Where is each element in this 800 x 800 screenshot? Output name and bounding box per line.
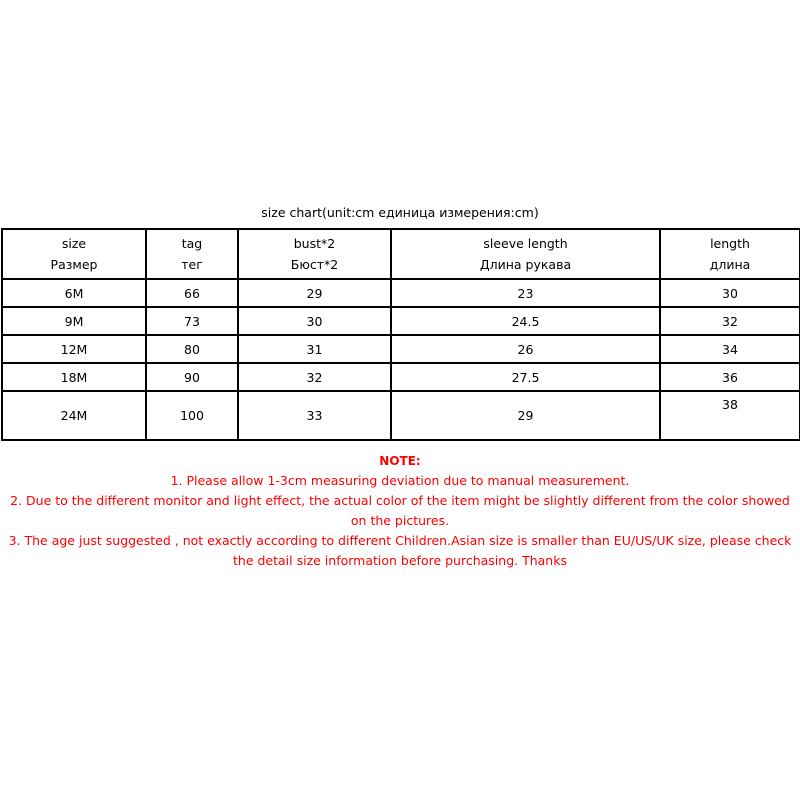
header-sleeve-length-en: sleeve length <box>483 236 568 251</box>
cell-length: 32 <box>660 307 800 335</box>
header-length-ru: длина <box>709 257 751 272</box>
cell-bust: 29 <box>238 279 391 307</box>
cell-bust: 33 <box>238 391 391 440</box>
table-row <box>2 363 800 391</box>
header-sleeve-length-ru: Длина рукава <box>479 257 572 272</box>
cell-size: 6M <box>2 279 146 307</box>
cell-bust: 32 <box>238 363 391 391</box>
header-bust-ru: Бюст*2 <box>290 257 339 272</box>
table-row <box>2 279 800 307</box>
cell-tag: 66 <box>146 279 238 307</box>
header-size <box>2 229 146 279</box>
cell-bust: 30 <box>238 307 391 335</box>
cell-size: 9M <box>2 307 146 335</box>
table-row <box>2 391 800 440</box>
header-tag-en: tag <box>181 236 203 251</box>
cell-sleeve-length: 29 <box>391 391 660 440</box>
note-item-1: 1. Please allow 1-3cm measuring deviation due to manual measurement. <box>170 473 630 488</box>
cell-tag: 73 <box>146 307 238 335</box>
note-heading: NOTE: <box>379 454 421 468</box>
cell-sleeve-length: 24.5 <box>391 307 660 335</box>
header-size-en: size <box>61 236 87 251</box>
cell-length: 30 <box>660 279 800 307</box>
table-row <box>2 307 800 335</box>
table-header-row <box>2 229 800 279</box>
cell-length: 36 <box>660 363 800 391</box>
cell-tag: 90 <box>146 363 238 391</box>
cell-length: 38 <box>660 391 800 440</box>
notes-block <box>0 451 800 571</box>
cell-sleeve-length: 23 <box>391 279 660 307</box>
cell-tag: 80 <box>146 335 238 363</box>
header-tag <box>146 229 238 279</box>
cell-size: 12M <box>2 335 146 363</box>
table-row <box>2 335 800 363</box>
header-size-ru: Размер <box>50 257 98 272</box>
cell-sleeve-length: 26 <box>391 335 660 363</box>
size-chart-table <box>1 228 800 441</box>
cell-size: 24M <box>2 391 146 440</box>
cell-sleeve-length: 27.5 <box>391 363 660 391</box>
cell-size: 18M <box>2 363 146 391</box>
header-bust-en: bust*2 <box>293 236 336 251</box>
note-item-3: 3. The age just suggested , not exactly according to different Children.Asian size is smaller than EU/US/UK size, please check the detail size information before purchasing. Thanks <box>8 533 792 568</box>
header-length-en: length <box>710 236 750 251</box>
cell-tag: 100 <box>146 391 238 440</box>
header-tag-ru: тег <box>181 257 203 272</box>
cell-bust: 31 <box>238 335 391 363</box>
size-chart-title: size chart(unit:cm единица измерения:cm) <box>261 205 539 220</box>
cell-length: 34 <box>660 335 800 363</box>
header-bust <box>238 229 391 279</box>
header-sleeve-length <box>391 229 660 279</box>
header-length <box>660 229 800 279</box>
note-item-2: 2. Due to the different monitor and light effect, the actual color of the item might be slightly different from the color showed on the pictures. <box>10 493 790 528</box>
